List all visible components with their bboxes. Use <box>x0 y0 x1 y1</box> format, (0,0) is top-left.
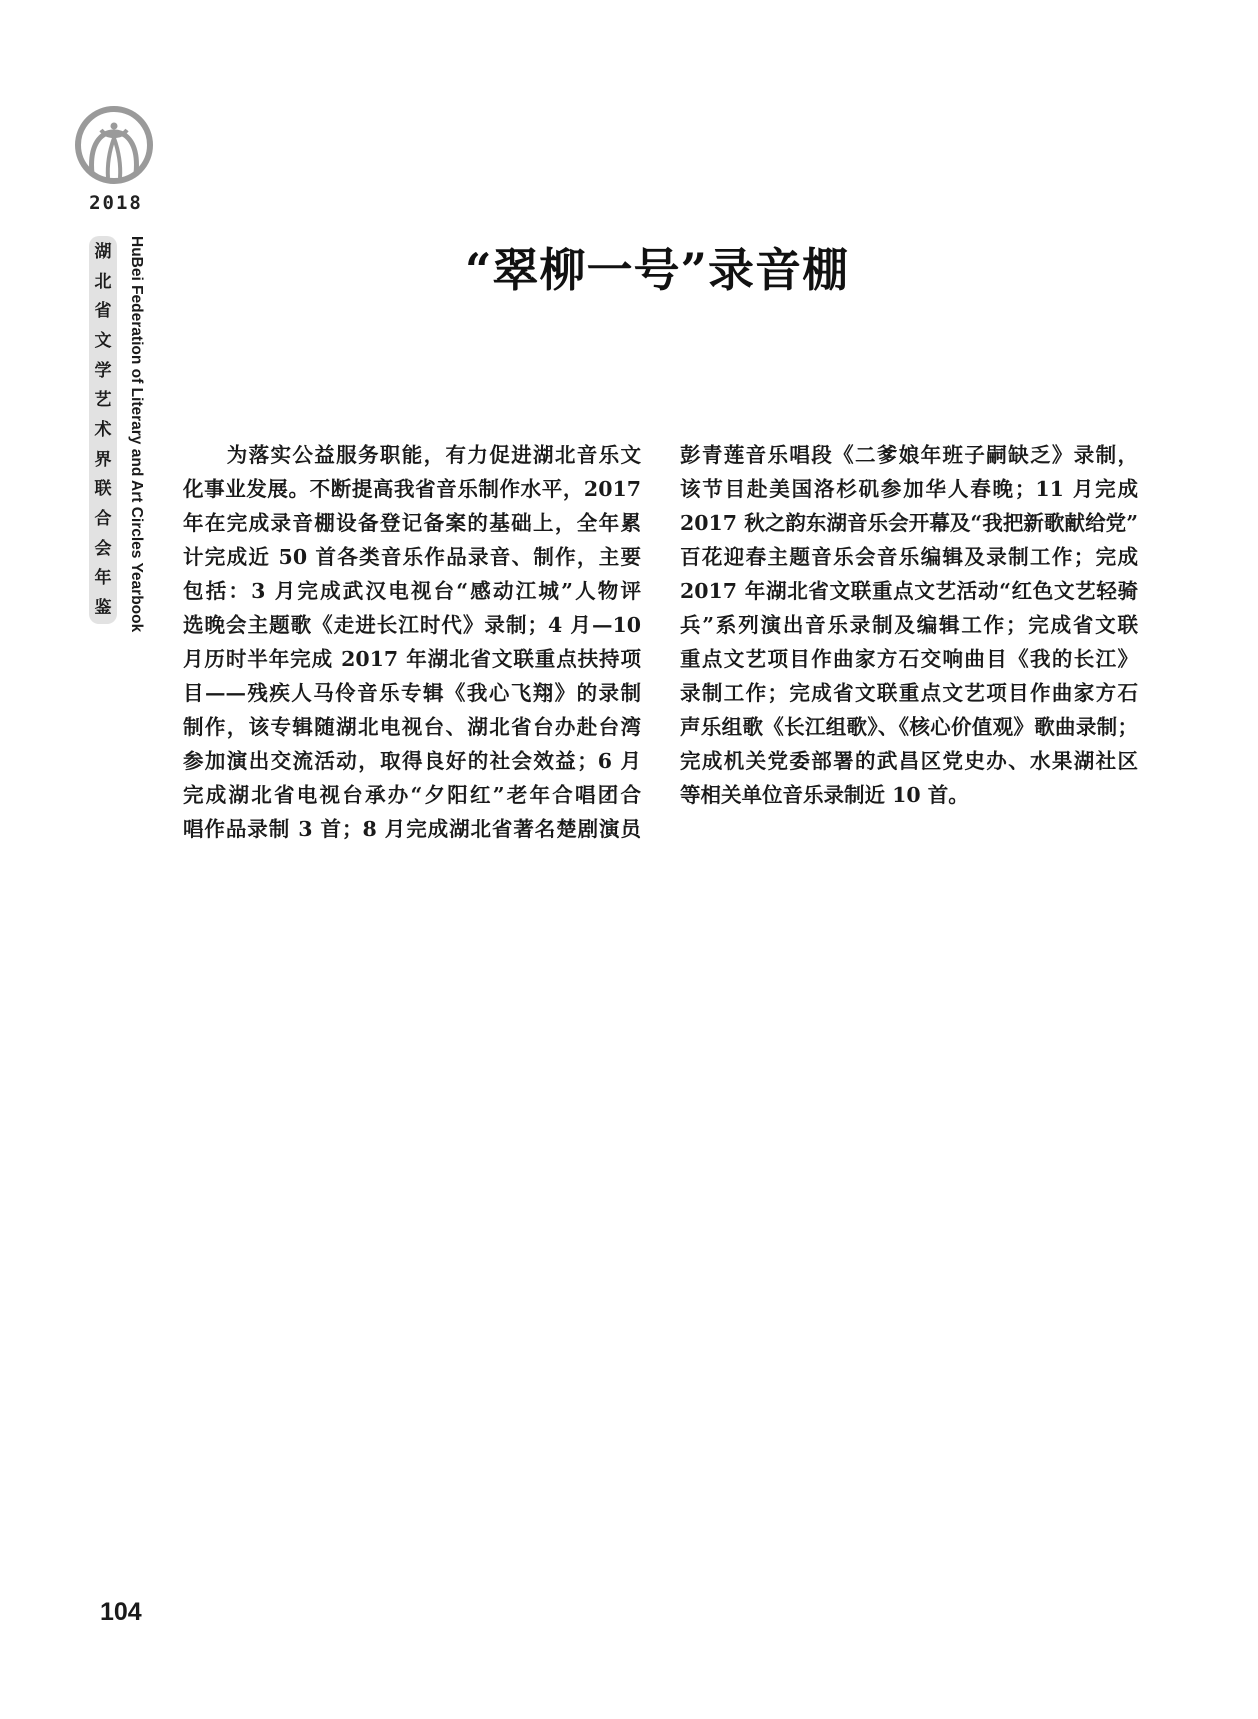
text-line: 年在完成录音棚设备登记备案的基础上，全年累 <box>183 511 641 535</box>
side-title-char: 术 <box>94 419 112 440</box>
text-line: 完成湖北省电视台承办“夕阳红”老年合唱团合 <box>183 783 641 807</box>
side-title-char: 湖 <box>94 242 112 262</box>
side-title-char: 界 <box>94 449 112 470</box>
text-line: 完成机关党委部署的武昌区党史办、水果湖社区 <box>680 749 1138 773</box>
side-title-english: HuBei Federation of Literary and Art Circles Yearbook <box>128 236 145 633</box>
text-line: 彭青莲音乐唱段《二爹娘年班子嗣缺乏》录制， <box>680 443 1138 467</box>
article-column-left <box>183 438 641 846</box>
text-line: 唱作品录制 3 首；8 月完成湖北省著名楚剧演员 <box>183 817 641 841</box>
side-title-char: 鉴 <box>94 597 112 618</box>
text-line: 录制工作；完成省文联重点文艺项目作曲家方石 <box>680 681 1138 705</box>
page-number: 104 <box>100 1598 142 1626</box>
side-title-char: 文 <box>94 330 112 351</box>
text-line: 声乐组歌《长江组歌》、《核心价值观》歌曲录制； <box>680 715 1138 739</box>
text-line: 包括：3 月完成武汉电视台“感动江城”人物评 <box>183 579 641 603</box>
side-title-char: 联 <box>94 479 112 500</box>
text-line: 兵”系列演出音乐录制及编辑工作；完成省文联 <box>680 613 1138 637</box>
text-line: 目——残疾人马伶音乐专辑《我心飞翔》的录制 <box>183 681 641 705</box>
side-title-char: 会 <box>94 538 112 559</box>
text-line: 2017 年湖北省文联重点文艺活动“红色文艺轻骑 <box>680 579 1138 603</box>
side-title-char: 年 <box>94 568 112 589</box>
side-title-char: 艺 <box>94 390 112 411</box>
article-column-right <box>680 438 1138 812</box>
yearbook-emblem-icon <box>73 104 155 186</box>
emblem-svg <box>73 104 155 186</box>
text-line: 为落实公益服务职能，有力促进湖北音乐文 <box>183 443 641 467</box>
text-line: 计完成近 50 首各类音乐作品录音、制作，主要 <box>183 545 641 569</box>
text-line: 化事业发展。不断提高我省音乐制作水平，2017 <box>183 477 641 501</box>
side-title-char: 北 <box>94 271 112 292</box>
text-line: 该节目赴美国洛杉矶参加华人春晚；11 月完成 <box>680 477 1138 501</box>
text-line: 重点文艺项目作曲家方石交响曲目《我的长江》 <box>680 647 1138 671</box>
side-title-char: 省 <box>94 301 112 322</box>
text-line: 月历时半年完成 2017 年湖北省文联重点扶持项 <box>183 647 641 671</box>
text-line: 选晚会主题歌《走进长江时代》录制；4 月—10 <box>183 613 641 637</box>
article-title: “翠柳一号”录音棚 <box>465 243 849 297</box>
text-line: 制作，该专辑随湖北电视台、湖北省台办赴台湾 <box>183 715 641 739</box>
text-line: 参加演出交流活动，取得良好的社会效益；6 月 <box>183 749 641 773</box>
side-title-char: 学 <box>94 360 112 381</box>
side-title-char: 合 <box>94 508 112 529</box>
text-line: 等相关单位音乐录制近 10 首。 <box>680 783 969 807</box>
text-line: 2017 秋之韵东湖音乐会开幕及“我把新歌献给党” <box>680 511 1138 535</box>
yearbook-year: 2018 <box>89 192 143 214</box>
text-line: 百花迎春主题音乐会音乐编辑及录制工作；完成 <box>680 545 1138 569</box>
